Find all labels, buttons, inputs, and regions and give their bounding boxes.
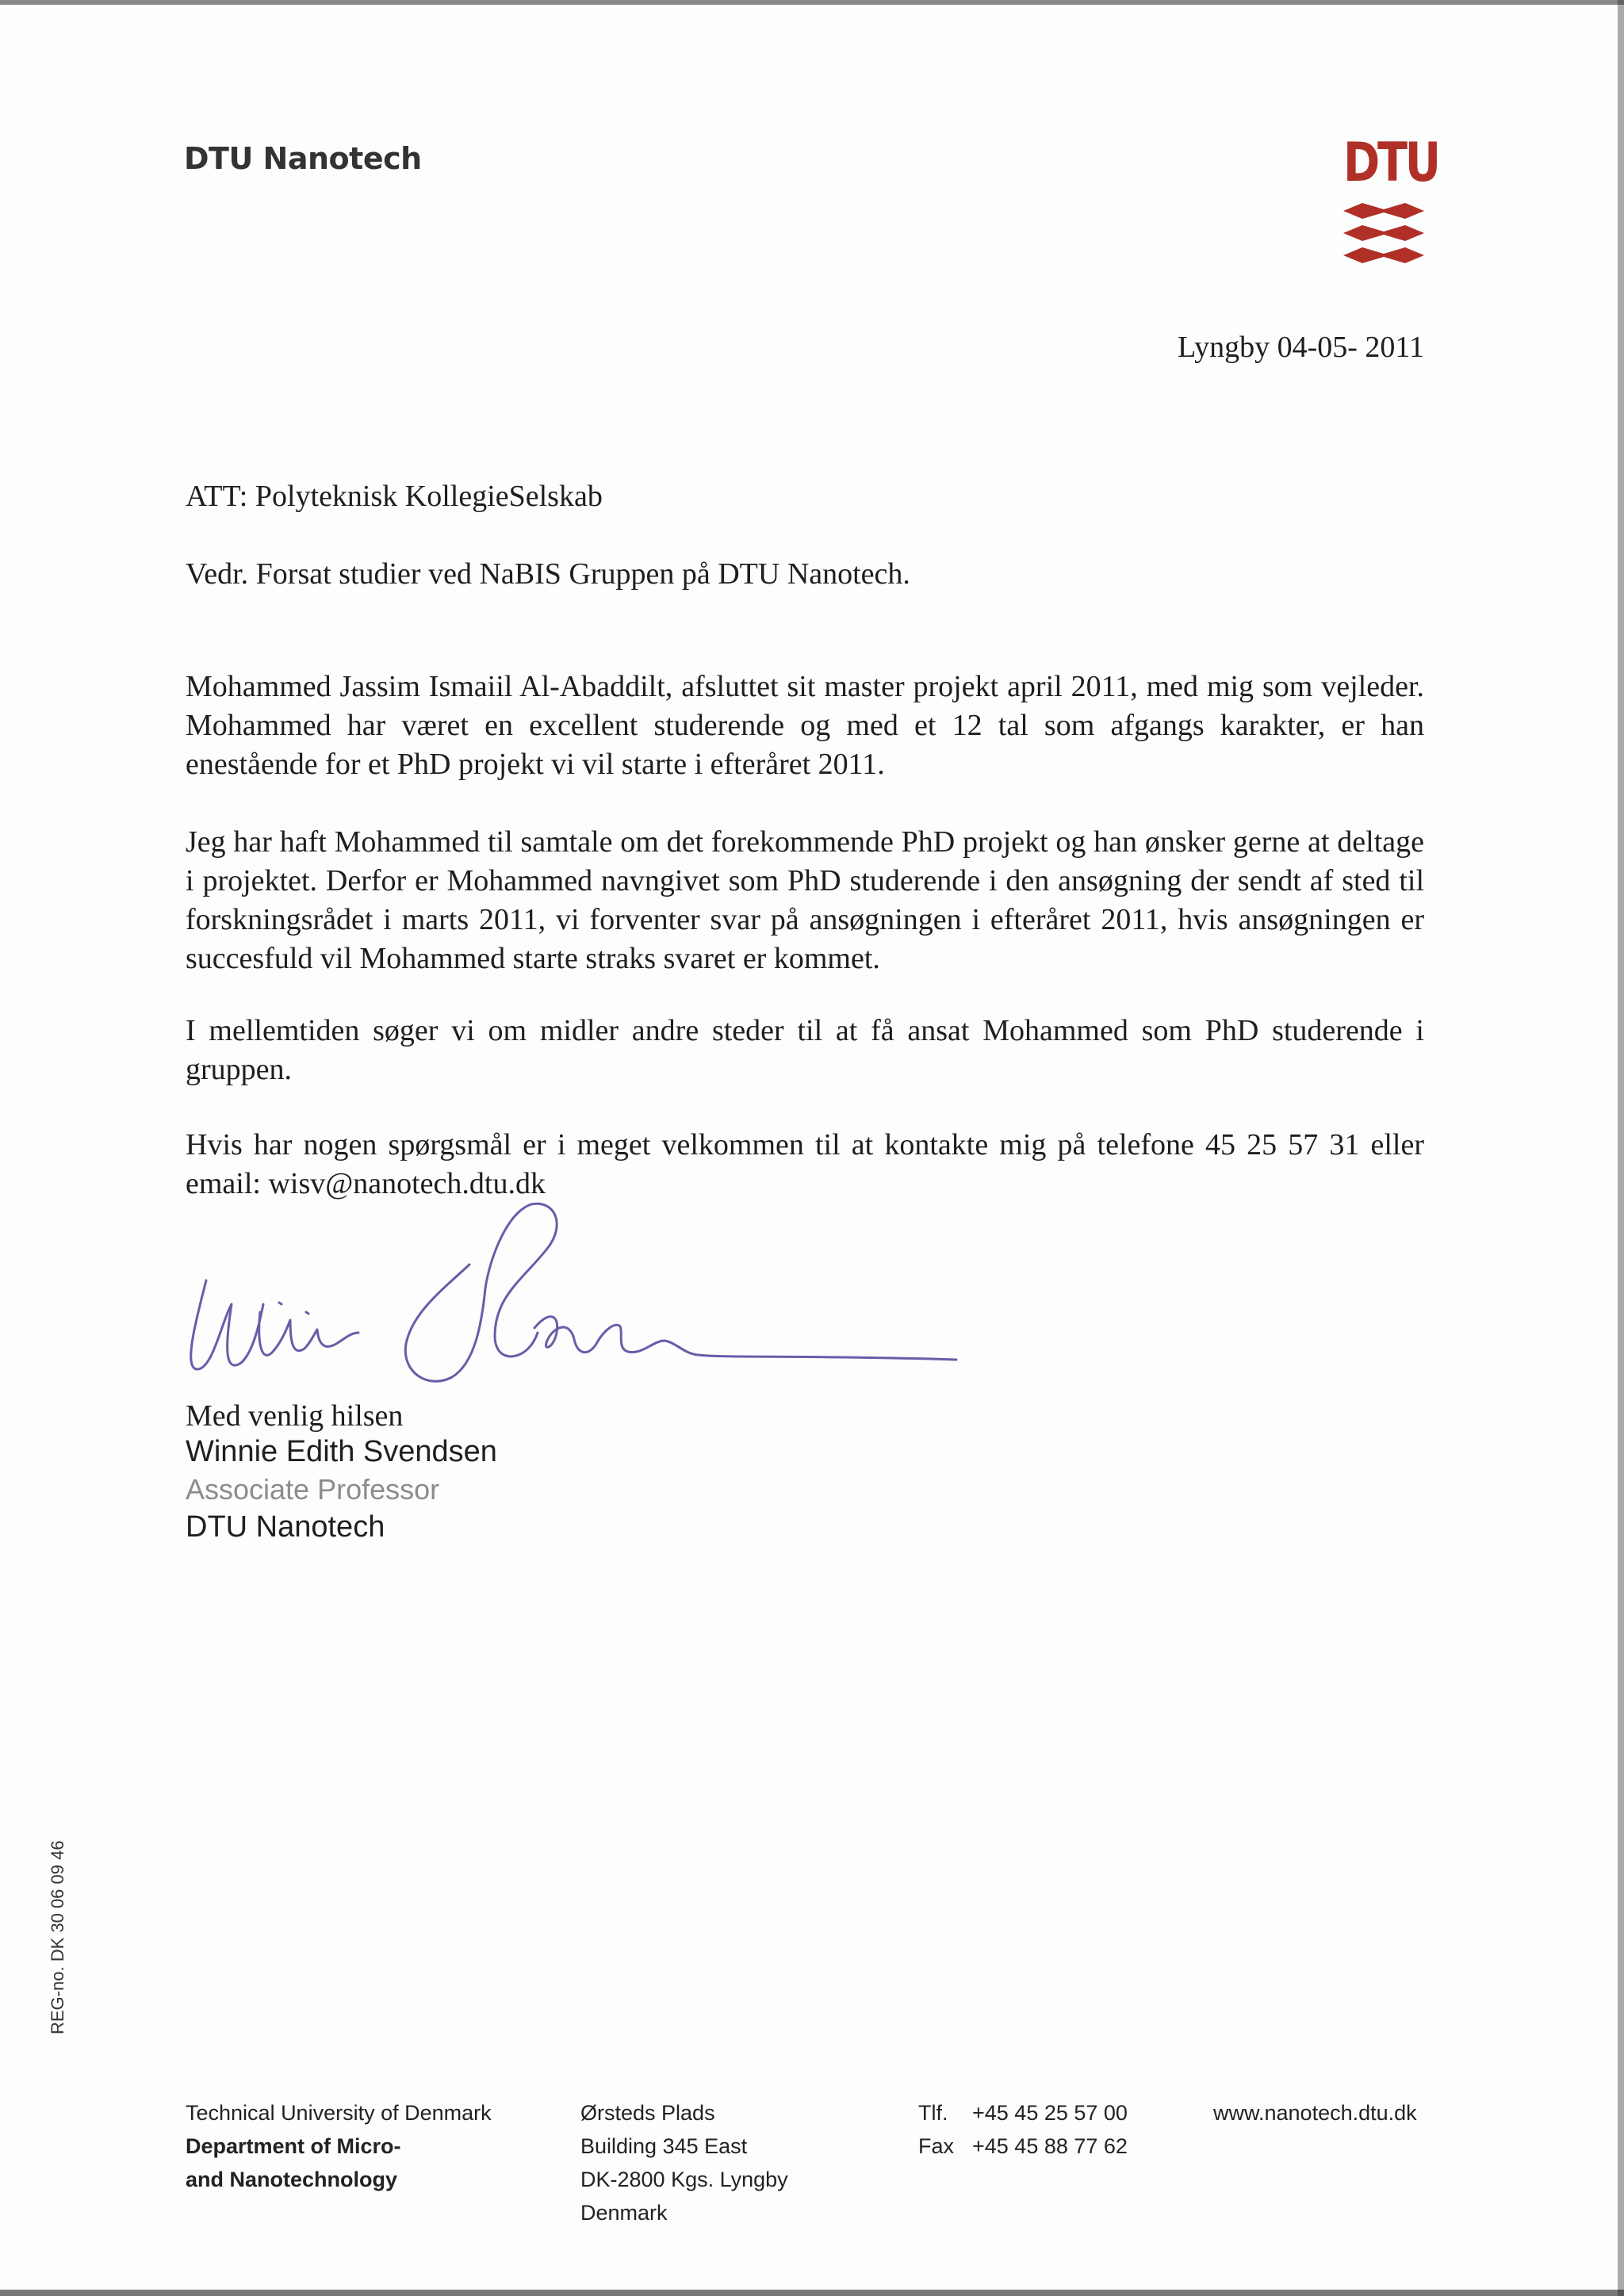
- footer-university: Technical University of Denmark: [186, 2101, 492, 2125]
- footer-address: [580, 2096, 788, 2229]
- letterhead-department: DTU Nanotech: [184, 141, 422, 176]
- subject-line: Vedr. Forsat studier ved NaBIS Gruppen på DTU Nanotech.: [186, 557, 910, 591]
- dtu-logo-icon: [1340, 198, 1427, 270]
- signer-organization: DTU Nanotech: [186, 1510, 385, 1544]
- footer-department-line-1: Department of Micro-: [186, 2134, 401, 2158]
- footer-phone-row: [918, 2096, 1128, 2130]
- dtu-logo-text: DTU: [1343, 132, 1438, 194]
- signer-name: Winnie Edith Svendsen: [186, 1435, 497, 1468]
- handwritten-signature: [174, 1193, 975, 1399]
- closing-greeting: Med venlig hilsen: [186, 1399, 404, 1433]
- letter-date: Lyngby 04-05- 2011: [1177, 331, 1424, 364]
- scan-edge-right: [1618, 0, 1624, 2296]
- signer-title: Associate Professor: [186, 1473, 440, 1506]
- footer-city: DK-2800 Kgs. Lyngby: [580, 2168, 788, 2191]
- footer-country: Denmark: [580, 2201, 668, 2225]
- footer-fax: +45 45 88 77 62: [972, 2134, 1128, 2158]
- footer-building: Building 345 East: [580, 2134, 748, 2158]
- footer-website: www.nanotech.dtu.dk: [1213, 2101, 1417, 2125]
- body-paragraph-4: Hvis har nogen spørgsmål er i meget velkommen til at kontakte mig på telefone 45 25 57 31 eller email: wisv@nanotech.dtu.dk: [186, 1128, 1424, 1200]
- footer-street: Ørsteds Plads: [580, 2101, 715, 2125]
- footer-phone-label: Tlf.: [918, 2101, 948, 2125]
- footer-institution: [186, 2096, 492, 2196]
- scan-edge-bottom: [0, 2290, 1624, 2296]
- footer-fax-row: [918, 2130, 1128, 2163]
- scan-edge-top: [0, 0, 1624, 5]
- body-paragraph-3: I mellemtiden søger vi om midler andre steder til at få ansat Mohammed som PhD studerende i gruppen.: [186, 1014, 1424, 1086]
- footer-phone: +45 45 25 57 00: [972, 2101, 1128, 2125]
- recipient-att: ATT: Polyteknisk KollegieSelskab: [186, 480, 603, 513]
- footer-contact: [918, 2096, 1128, 2163]
- body-paragraph-2: Jeg har haft Mohammed til samtale om det forekommende PhD projekt og han ønsker gerne at deltage i projektet. Derfor er Mohammed navngivet som PhD studerende i den ansøgning der sendt af sted til forskningsrådet i marts 2011, vi forventer svar på ansøgningen i efteråret 2011, hvis ansøgningen er succesfuld vil Mohammed starte straks svaret er kommet.: [186, 825, 1424, 975]
- registration-number: REG-no. DK 30 06 09 46: [48, 1840, 67, 2034]
- footer-department-line-2: and Nanotechnology: [186, 2168, 398, 2191]
- body-paragraph-1: Mohammed Jassim Ismaiil Al-Abaddilt, afsluttet sit master projekt april 2011, med mig som vejleder. Mohammed har været en excellent studerende og med et 12 tal som afgangs karakter, er han enestående for et PhD projekt vi vil starte i efteråret 2011.: [186, 670, 1424, 781]
- footer-fax-label: Fax: [918, 2134, 955, 2158]
